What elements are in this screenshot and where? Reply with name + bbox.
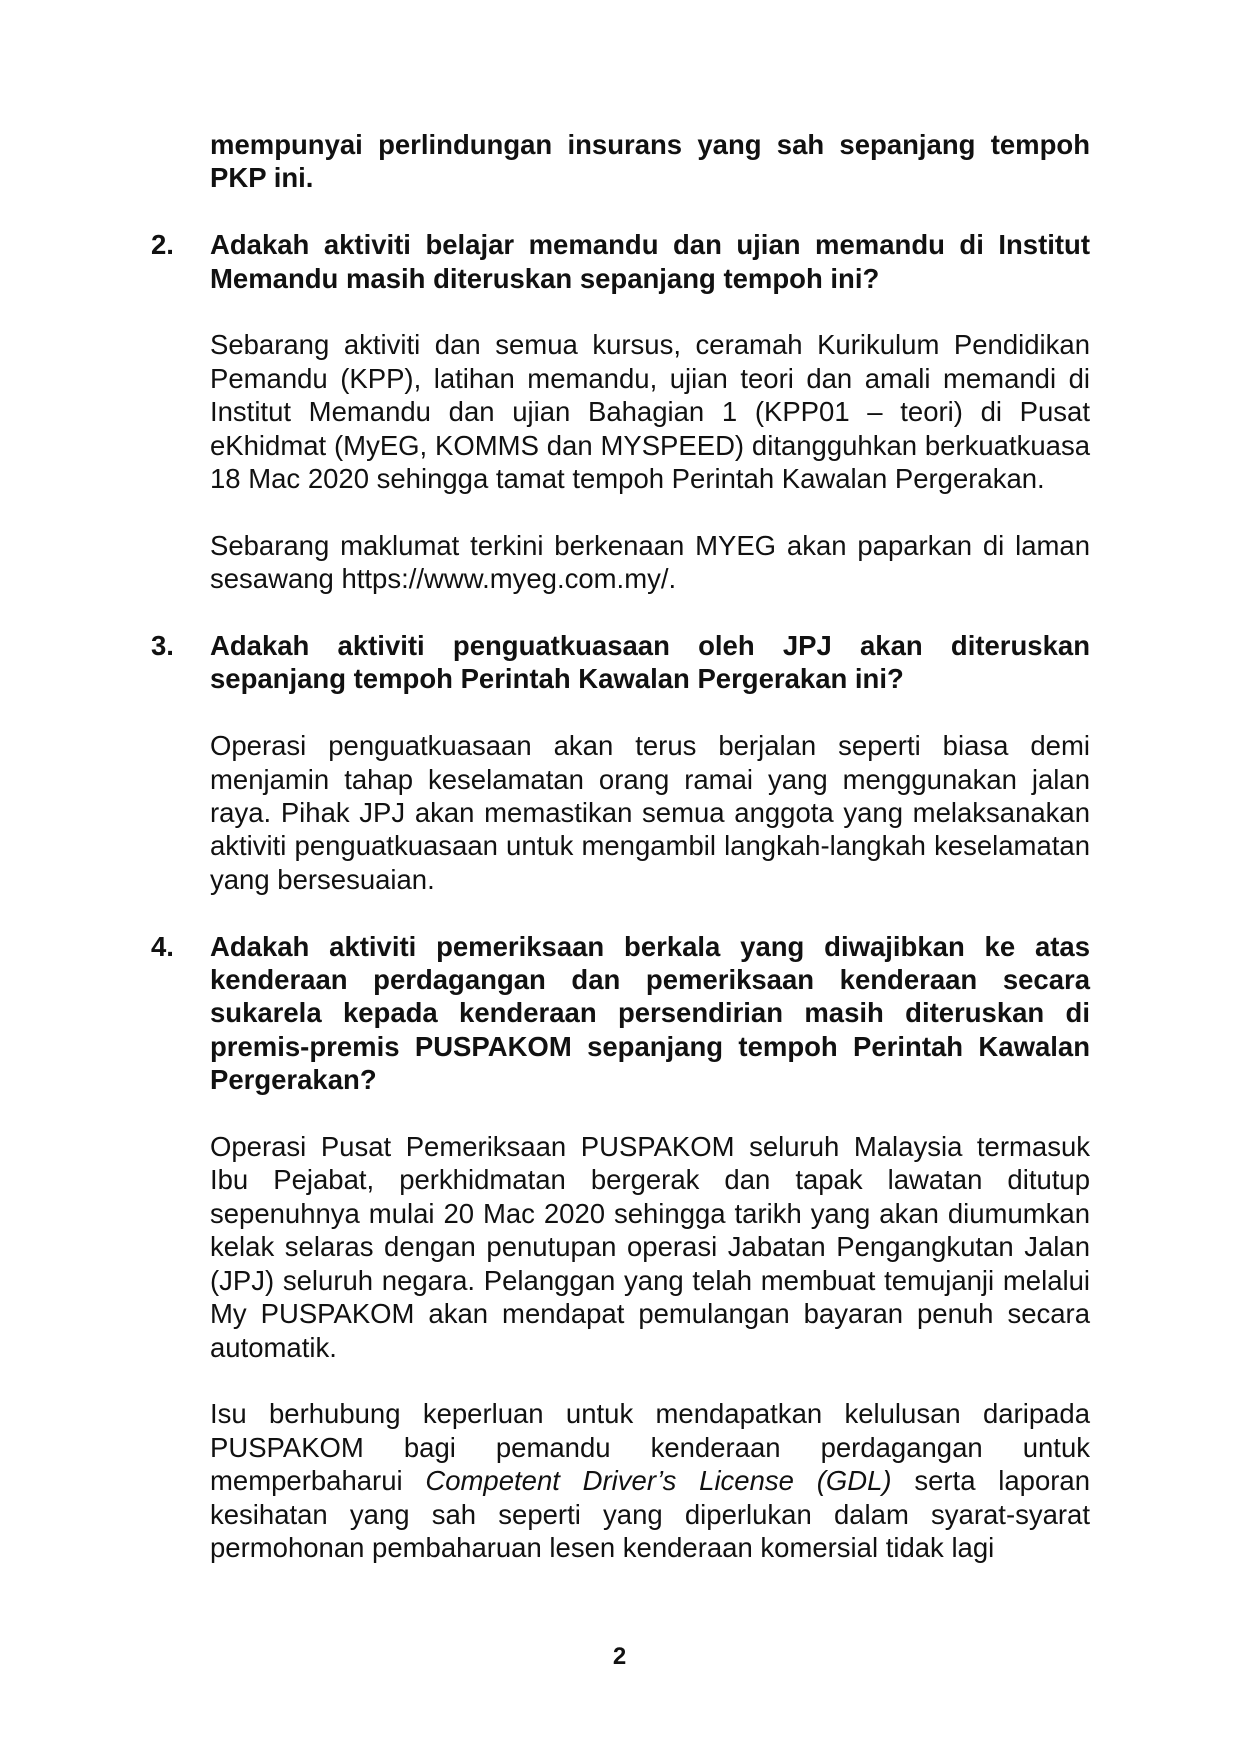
continuation-paragraph: mempunyai perlindungan insurans yang sah sepanjang tempoh PKP ini. bbox=[210, 129, 1090, 194]
question-number: 4. bbox=[151, 930, 174, 962]
question-text: Adakah aktiviti penguatkuasaan oleh JPJ akan diteruskan sepanjang tempoh Perintah Kawalan Pergerakan ini? bbox=[210, 630, 1090, 695]
faq-item-3 bbox=[151, 629, 1090, 896]
faq-item-2 bbox=[151, 228, 1090, 595]
answer-paragraph: Sebarang aktiviti dan semua kursus, ceramah Kurikulum Pendidikan Pemandu (KPP), latihan memandu, ujian teori dan amali memandi di Institut Memandu dan ujian Bahagian 1 (KPP01 – teori) di Pusat eKhidmat (MyEG, KOMMS dan MYSPEED) ditangguhkan berkuatkuasa 18 Mac 2020 sehingga tamat tempoh Perintah Kawalan Pergerakan. bbox=[210, 329, 1090, 495]
answer-paragraph: Operasi penguatkuasaan akan terus berjalan seperti biasa demi menjamin tahap keselamatan orang ramai yang menggunakan jalan raya. Pihak JPJ akan memastikan semua anggota yang melaksanakan aktiviti penguatkuasaan untuk mengambil langkah-langkah keselamatan yang bersesuaian. bbox=[210, 730, 1090, 895]
question-text: Adakah aktiviti belajar memandu dan ujian memandu di Institut Memandu masih diteruskan sepanjang tempoh ini? bbox=[210, 229, 1090, 294]
answer-paragraph-gdl bbox=[210, 1397, 1090, 1564]
answer-text-before: Isu berhubung keperluan untuk mendapatkan kelulusan daripada PUSPAKOM bagi pemandu kenderaan perdagangan untuk memperbaharui bbox=[210, 1398, 1090, 1497]
answer-paragraph: Operasi Pusat Pemeriksaan PUSPAKOM seluruh Malaysia termasuk Ibu Pejabat, perkhidmatan bergerak dan tapak lawatan ditutup sepenuhnya mulai 20 Mac 2020 sehingga tarikh yang akan diumumkan kelak selaras dengan penutupan operasi Jabatan Pengangkutan Jalan (JPJ) seluruh negara. Pelanggan yang telah membuat temujanji melalui My PUSPAKOM akan mendapat pemulangan bayaran penuh secara automatik. bbox=[210, 1131, 1090, 1363]
faq-item-4 bbox=[151, 930, 1090, 1565]
answer-paragraph: Sebarang maklumat terkini berkenaan MYEG akan paparkan di laman sesawang https://www.myeg.com.my/. bbox=[210, 529, 1090, 595]
gdl-term: Competent Driver’s License (GDL) bbox=[425, 1465, 892, 1497]
page-number: 2 bbox=[612, 1643, 627, 1670]
question-text: Adakah aktiviti pemeriksaan berkala yang diwajibkan ke atas kenderaan perdagangan dan pemeriksaan kenderaan secara sukarela kepada kenderaan persendirian masih diteruskan di premis-premis PUSPAKOM sepanjang tempoh Perintah Kawalan Pergerakan? bbox=[210, 930, 1090, 1096]
question-number: 2. bbox=[151, 229, 174, 261]
question-number: 3. bbox=[151, 630, 174, 662]
answer-text-after: serta laporan kesihatan yang sah seperti yang diperlukan dalam syarat-syarat permohonan pembaharuan lesen kenderaan komersial tidak lagi bbox=[210, 1465, 1090, 1563]
document-body bbox=[151, 128, 1090, 1564]
